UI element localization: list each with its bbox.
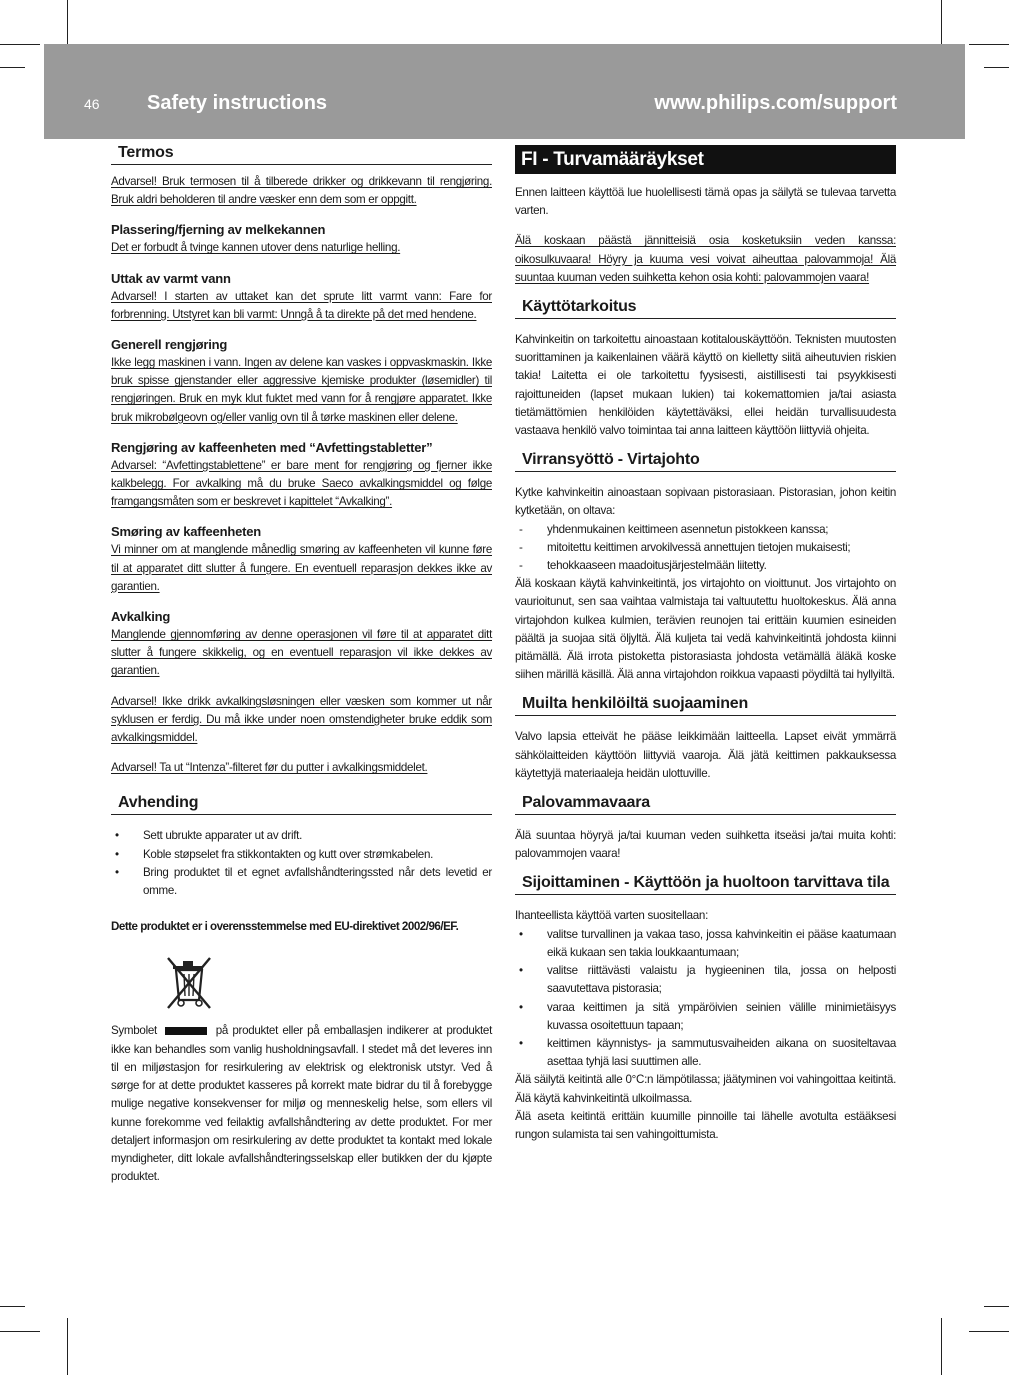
crop-mark	[0, 67, 25, 68]
section-heading-kayttotarkoitus: Käyttötarkoitus	[515, 297, 896, 319]
list-item: - yhdenmukainen keittimeen asennetun pistokkeen kanssa;	[515, 521, 896, 539]
support-url[interactable]: www.philips.com/support	[654, 92, 897, 114]
muilta-text: Valvo lapsia etteivät he pääse leikkimään laitteella. Lapset eivät ymmärrä sähkölaitteiden käyttöön liittyviä vaaroja. Älä jätä keittimen pakkauksessa käytettyjä materiaaleja heidän ulottuville.	[515, 730, 896, 780]
crop-mark	[0, 1306, 25, 1307]
section-heading-virransyotto: Virransyöttö - Virtajohto	[515, 450, 896, 472]
bullet-icon: •	[115, 829, 119, 843]
sijoittaminen-list	[515, 926, 896, 1072]
section-heading-palovamma: Palovammavaara	[515, 793, 896, 815]
subheading-generell: Generell rengjøring	[111, 337, 228, 353]
list-item: • Sett ubrukte apparater ut av drift.	[111, 827, 492, 845]
crop-mark	[969, 44, 1009, 45]
subheading-smoring: Smøring av kaffeenheten	[111, 524, 261, 540]
crop-mark	[0, 1331, 40, 1332]
bullet-icon: •	[519, 1000, 523, 1014]
page-title: Safety instructions	[147, 92, 328, 114]
list-item: • varaa keittimen ja sitä ympäröivien seinien välille minimietäisyys kuvassa osoitettuun tapaan;	[519, 1000, 896, 1032]
kayttotarkoitus-text: Kahvinkeitin on tarkoitettu ainoastaan kotitalouskäyttöön. Teknisten muutosten suorittaminen ja kaikenlainen väärä käyttö on kielletty siitä aiheutuvien riskien takia! Laitetta ei ole tarkoitettu fyysisesti, aistillisesti tai psyykkisesti rajoittuneiden (lapset mukaan lukien) tai kokemattomien ja/tai asiasta tietämättömien henkilöiden käytettäväksi, ellei heidän turvallisuudesta vastaava henkilö valvo toimintaa tai anna laitteen käyttöön liittyviä ohjeita.	[515, 333, 896, 438]
fi-section-banner: FI - Turvamääräykset	[515, 145, 896, 174]
right-column	[515, 143, 896, 1144]
virransyotto-text: Älä koskaan käytä kahvinkeitintä, jos virtajohto on vioittunut. Jos virtajohto on vaurioitunut, sen saa vaihtaa valmistaja tai valtuutettu huoltokeskus. Älä anna virtajohdon kulkea kulmien, terävien reunojen tai erittäin kuumien esineiden päältä ja suojaa sitä öljyltä. Älä kuljeta tai vedä kahvinkeitintä johdosta kiinni pitämällä. Älä irrota pistoketta pistorasiasta johdosta vetämällä äläkä koske siihen märillä käsillä. Älä anna virtajohdon roikkua vapaasti pöydiltä tai hyllyiltä.	[515, 577, 896, 682]
sijoittaminen-text-1: Älä säilytä keitintä alle 0°C:n lämpötilassa; jäätyminen voi vahingoittaa keitintä. Älä käytä kahvinkeitintä ulkoilmassa.	[515, 1073, 896, 1105]
termos-text: Advarsel! Bruk termosen til å tilberede drikker og drikkevann til rengjøring. Bruk aldri beholderen til andre væsker enn dem som er oppgitt.	[111, 175, 492, 207]
list-item: - mitoitettu keittimen arvokilvessä annettujen tietojen mukaisesti;	[515, 539, 896, 557]
section-heading-sijoittaminen: Sijoittaminen - Käyttöön ja huoltoon tarvittava tila	[515, 873, 896, 895]
crop-mark	[0, 44, 40, 45]
virransyotto-list	[515, 521, 896, 576]
subheading-uttak: Uttak av varmt vann	[111, 270, 231, 286]
palovamma-text: Älä suuntaa höyryä ja/tai kuuman veden suihketta itseäsi ja/tai muita kohti: palovammojen vaara!	[515, 829, 896, 861]
weee-bin-icon	[159, 952, 219, 1014]
sijoittaminen-intro: Ihanteellista käyttöä varten suositellaan:	[515, 909, 708, 923]
dash-icon: -	[519, 559, 523, 573]
bullet-icon: •	[115, 847, 119, 861]
avkalking-text-3: Advarsel! Ta ut “Intenza”-filteret før du putter i avkalkingsmiddelet.	[111, 761, 428, 775]
avkalking-text-2: Advarsel! Ikke drikk avkalkingsløsningen eller væsken som kommer ut når syklusen er ferdig. Du må ikke under noen omstendigheter bruke eddik som avkalkingsmiddel.	[111, 694, 492, 745]
bullet-icon: •	[115, 865, 119, 879]
list-item: • keittimen käynnistys- ja sammutusvaiheiden aikana on suositeltavaa asettaa tyhjä lasi suuttimen alle.	[519, 1036, 896, 1069]
subheading-avkalking: Avkalking	[111, 609, 171, 625]
crop-mark	[941, 1318, 942, 1375]
uttak-text: Advarsel! I starten av uttaket kan det sprute litt varmt vann: Fare for forbrenning. Utstyret kan bli varmt: Unngå å ta direkte på det med hendene.	[111, 289, 492, 321]
list-item: • valitse turvallinen ja vakaa taso, jossa kahvinkeitin ei pääse kaatumaan eikä kukaan sen takia loukkaantumaan;	[519, 927, 896, 959]
list-item: • valitse riittävästi valaistu ja hygieeninen tila, jossa on helposti saavutettava pistorasia;	[519, 964, 896, 996]
left-column	[111, 143, 492, 1186]
dash-icon: -	[519, 540, 523, 554]
plassering-text: Det er forbudt å tvinge kannen utover dens naturlige helling.	[111, 241, 401, 255]
avhending-list	[111, 827, 492, 900]
fi-intro-1: Ennen laitteen käyttöä lue huolellisesti tämä opas ja säilytä se tulevaa tarvetta varten.	[515, 186, 896, 218]
black-bar-symbol	[165, 1027, 207, 1035]
bullet-icon: •	[519, 964, 523, 978]
crop-mark	[969, 1331, 1009, 1332]
list-item: • Koble støpselet fra stikkontakten og kutt over strømkabelen.	[111, 846, 492, 864]
bullet-icon: •	[519, 1036, 523, 1050]
page-header	[44, 44, 965, 139]
list-item: • Bring produktet til et egnet avfallshåndteringssted når dets levetid er omme.	[115, 865, 492, 898]
dash-icon: -	[519, 522, 523, 536]
sijoittaminen-text-2: Älä aseta keitintä erittäin kuumille pinnoille tai lähelle avotulta estääksesi rungon sulamista tai sen vahingoittumista.	[515, 1109, 896, 1141]
page-number: 46	[84, 96, 100, 112]
crop-mark	[67, 1318, 68, 1375]
list-item: - tehokkaaseen maadoitusjärjestelmään liitetty.	[515, 557, 896, 575]
crop-mark	[984, 1306, 1009, 1307]
crop-mark	[984, 67, 1009, 68]
bullet-icon: •	[519, 927, 523, 941]
subheading-avfetting: Rengjøring av kaffeenheten med “Avfettingstabletter”	[111, 439, 433, 455]
section-heading-termos: Termos	[111, 143, 492, 165]
subheading-plassering: Plassering/fjerning av melkekannen	[111, 222, 326, 238]
generell-text: Ikke legg maskinen i vann. Ingen av delene kan vaskes i oppvaskmaskin. Ikke bruk spisse gjenstander eller aggressive kjemiske produkter (løsemidler) til rengjøringen. Bruk en myk klut fuktet med vann for å rengjøre apparatet. Ikke bruk mikrobølgeovn og/eller vanlig ovn til å tørke maskinen eller delene.	[111, 356, 492, 424]
smoring-text: Vi minner om at manglende månedlig smøring av kaffeenheten vil kunne føre til at apparatet ditt slutter å fungere. En eventuell reparasjon dekkes ikke av garantien.	[111, 543, 492, 593]
weee-symbol-text: Symbolet på produktet eller på emballasjen indikerer at produktet ikke kan behandles som vanlig husholdningsavfall. I stedet må det leveres inn til en miljøstasjon for resirkulering av elektrisk og elektronisk utstyr. Ved å sørge for at dette produktet kasseres på korrekt mate bidrar du til å forebygge mulige negative konsekvenser for miljø og menneskelig helse, som ellers vil kunne forekomme ved feilaktig avfallshåndtering av dette produktet. For mer detaljert informasjon om resirkulering av dette produktet ta kontakt med lokale myndigheter, ditt lokale avfallshåndteringsselskap eller butikken der du kjøpte produktet.	[111, 1024, 492, 1184]
avfetting-text: Advarsel: “Avfettingstablettene” er bare ment for rengjøring og fjerner ikke kalkbelegg. For avkalking må du bruke Saeco avkalkingsmiddel og følge framgangsmåten som er beskrevet i kapittelet “Avkalking”.	[111, 458, 492, 509]
virransyotto-intro: Kytke kahvinkeitin ainoastaan sopivaan pistorasiaan. Pistorasian, johon keitin kytketään, on oltava:	[515, 486, 896, 518]
avkalking-text-1: Manglende gjennomføring av denne operasjonen vil føre til at apparatet ditt slutter å fungere skikkelig, og en eventuell reparasjon vil ikke dekkes av garantien.	[111, 628, 492, 678]
eu-directive-statement: Dette produktet er i overensstemmelse med EU-direktivet 2002/96/EF.	[111, 920, 459, 934]
fi-intro-2: Älä koskaan päästä jännitteisiä osia kosketuksiin veden kanssa: oikosulkuvaara! Höyry ja kuuma vesi voivat aiheuttaa palovammoja! Älä suuntaa kuuman veden suihketta kehon osia kohti: palovammojen vaara!	[515, 234, 896, 284]
section-heading-avhending: Avhending	[111, 793, 492, 815]
section-heading-muilta: Muilta henkilöiltä suojaaminen	[515, 694, 896, 716]
